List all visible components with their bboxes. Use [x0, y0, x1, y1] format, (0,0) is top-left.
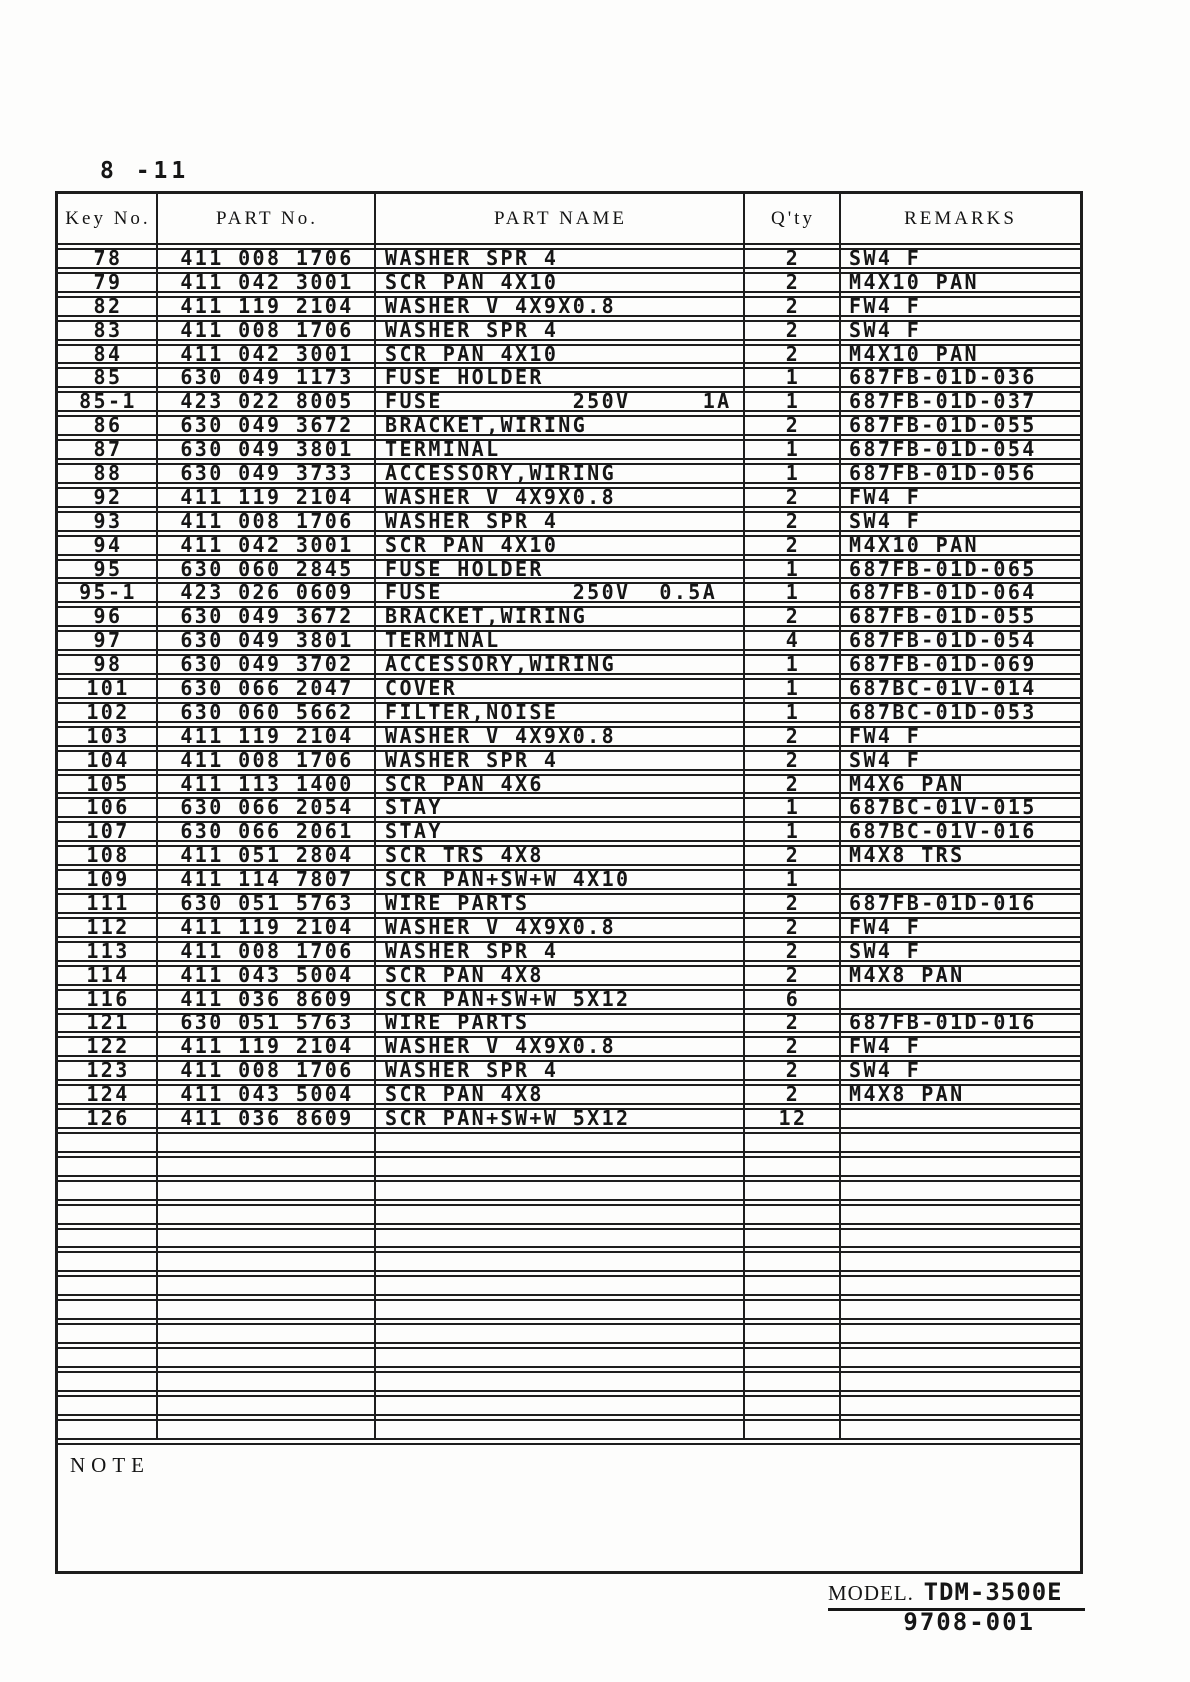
remarks-cell: 687FB-01D-054 — [849, 628, 1037, 653]
table-row — [58, 821, 1080, 842]
remarks-cell: SW4 F — [849, 508, 922, 533]
table-row — [58, 675, 1080, 700]
part-name-cell: TERMINAL — [385, 437, 501, 462]
key-no-cell: 96 — [93, 604, 123, 629]
empty-table-row — [58, 1275, 1080, 1296]
qty-cell: 6 — [785, 986, 801, 1011]
part-no-cell: 630 066 2047 — [180, 675, 354, 700]
qty-cell: 2 — [785, 413, 801, 438]
table-row — [58, 484, 1080, 509]
key-no-cell: 94 — [93, 532, 123, 557]
key-no-cell: 108 — [86, 843, 130, 868]
part-name-cell: FUSE 250V 0.5A — [385, 580, 718, 605]
empty-table-row — [58, 1299, 1080, 1320]
part-name-cell: SCR TRS 4X8 — [385, 843, 544, 868]
qty-cell: 1 — [785, 365, 801, 390]
remarks-cell: 687FB-01D-056 — [849, 460, 1037, 485]
remarks-cell: 687FB-01D-055 — [849, 413, 1037, 438]
part-name-cell: WASHER SPR 4 — [385, 938, 559, 963]
table-row — [58, 962, 1080, 987]
doc-number: 9708-001 — [903, 1608, 1035, 1636]
key-no-cell: 124 — [86, 1082, 130, 1107]
key-no-cell: 95-1 — [79, 580, 137, 605]
remarks-cell: 687BC-01V-015 — [849, 795, 1037, 820]
empty-table-row — [58, 1156, 1080, 1177]
key-no-cell: 106 — [86, 795, 130, 820]
table-row — [58, 869, 1080, 890]
qty-cell: 1 — [785, 556, 801, 581]
model-line — [828, 1578, 1085, 1611]
qty-cell: 2 — [785, 604, 801, 629]
part-name-cell: SCR PAN 4X10 — [385, 341, 559, 366]
part-name-cell: SCR PAN+SW+W 5X12 — [385, 986, 631, 1011]
key-no-cell: 97 — [93, 628, 123, 653]
qty-cell: 1 — [785, 437, 801, 462]
part-name-cell: WASHER SPR 4 — [385, 1058, 559, 1083]
qty-cell: 2 — [785, 723, 801, 748]
table-row — [58, 914, 1080, 939]
part-no-cell: 630 049 3672 — [180, 413, 354, 438]
qty-cell: 2 — [785, 914, 801, 939]
qty-cell: 1 — [785, 819, 801, 844]
part-name-cell: ACCESSORY,WIRING — [385, 652, 617, 677]
part-name-cell: BRACKET,WIRING — [385, 604, 588, 629]
table-row — [58, 439, 1080, 460]
key-no-cell: 92 — [93, 484, 123, 509]
table-row — [58, 606, 1080, 627]
part-no-cell: 411 119 2104 — [180, 914, 354, 939]
part-name-cell: SCR PAN 4X6 — [385, 771, 544, 796]
table-row — [58, 245, 1080, 270]
remarks-cell: 687FB-01D-036 — [849, 365, 1037, 390]
qty-cell: 1 — [785, 460, 801, 485]
remarks-cell: SW4 F — [849, 245, 922, 270]
remarks-cell: 687FB-01D-069 — [849, 652, 1037, 677]
part-name-cell: WASHER V 4X9X0.8 — [385, 293, 617, 318]
part-no-cell: 411 008 1706 — [180, 245, 354, 270]
part-name-cell: WASHER V 4X9X0.8 — [385, 484, 617, 509]
part-no-cell: 630 049 3801 — [180, 437, 354, 462]
table-row — [58, 845, 1080, 866]
part-no-cell: 411 036 8609 — [180, 1106, 354, 1131]
part-no-cell: 411 043 5004 — [180, 1082, 354, 1107]
header-part-name: PART NAME — [493, 207, 628, 229]
table-row — [58, 699, 1080, 724]
part-no-cell: 411 051 2804 — [180, 843, 354, 868]
remarks-cell: SW4 F — [849, 938, 922, 963]
key-no-cell: 85-1 — [79, 389, 137, 414]
remarks-cell: SW4 F — [849, 747, 922, 772]
qty-cell: 1 — [785, 795, 801, 820]
part-name-cell: WIRE PARTS — [385, 1010, 530, 1035]
part-no-cell: 411 119 2104 — [180, 1034, 354, 1059]
table-row — [58, 654, 1080, 675]
part-name-cell: COVER — [385, 675, 458, 700]
column-divider — [156, 194, 158, 1440]
table-row — [58, 747, 1080, 772]
part-no-cell: 411 119 2104 — [180, 293, 354, 318]
table-row — [58, 317, 1080, 342]
table-row — [58, 630, 1080, 651]
part-name-cell: WASHER V 4X9X0.8 — [385, 1034, 617, 1059]
table-row — [58, 582, 1080, 603]
qty-cell: 2 — [785, 1034, 801, 1059]
remarks-cell: M4X10 PAN — [849, 341, 979, 366]
note-label: NOTE — [70, 1452, 150, 1477]
qty-cell: 2 — [785, 269, 801, 294]
part-no-cell: 411 008 1706 — [180, 747, 354, 772]
remarks-cell: FW4 F — [849, 723, 922, 748]
key-no-cell: 111 — [86, 891, 130, 915]
qty-cell: 2 — [785, 938, 801, 963]
empty-table-row — [58, 1419, 1080, 1440]
table-row — [58, 508, 1080, 533]
page-number-label: 8 -11 — [100, 158, 190, 184]
empty-table-row — [58, 1347, 1080, 1368]
part-no-cell: 411 042 3001 — [180, 341, 354, 366]
part-name-cell: SCR PAN+SW+W 5X12 — [385, 1106, 631, 1131]
part-no-cell: 630 049 3733 — [180, 460, 354, 485]
qty-cell: 2 — [785, 484, 801, 509]
qty-cell: 2 — [785, 962, 801, 987]
remarks-cell: FW4 F — [849, 484, 922, 509]
part-name-cell: FUSE HOLDER — [385, 365, 544, 390]
part-name-cell: WIRE PARTS — [385, 891, 530, 915]
part-no-cell: 630 066 2061 — [180, 819, 354, 844]
qty-cell: 1 — [785, 580, 801, 605]
key-no-cell: 79 — [93, 269, 123, 294]
qty-cell: 4 — [785, 628, 801, 653]
part-name-cell: WASHER SPR 4 — [385, 317, 559, 342]
remarks-cell: M4X8 PAN — [849, 1082, 965, 1107]
key-no-cell: 116 — [86, 986, 130, 1011]
qty-cell: 2 — [785, 771, 801, 796]
key-no-cell: 104 — [86, 747, 130, 772]
key-no-cell: 93 — [93, 508, 123, 533]
qty-cell: 12 — [778, 1106, 808, 1131]
remarks-cell: 687BC-01V-016 — [849, 819, 1037, 844]
part-no-cell: 630 049 3801 — [180, 628, 354, 653]
table-row — [58, 269, 1080, 294]
part-name-cell: ACCESSORY,WIRING — [385, 460, 617, 485]
remarks-cell: 687FB-01D-054 — [849, 437, 1037, 462]
remarks-cell: M4X6 PAN — [849, 771, 965, 796]
part-no-cell: 630 049 1173 — [180, 365, 354, 390]
table-row — [58, 938, 1080, 963]
table-grid-region — [58, 194, 1080, 1440]
qty-cell: 2 — [785, 317, 801, 342]
key-no-cell: 112 — [86, 914, 130, 939]
part-name-cell: FUSE 250V 1A — [385, 389, 732, 414]
table-row — [58, 556, 1080, 581]
note-box — [58, 1443, 1080, 1571]
table-row — [58, 391, 1080, 412]
table-row — [58, 723, 1080, 748]
column-divider — [374, 194, 376, 1440]
part-no-cell: 423 026 0609 — [180, 580, 354, 605]
table-row — [58, 415, 1080, 436]
part-no-cell: 630 060 5662 — [180, 699, 354, 724]
key-no-cell: 123 — [86, 1058, 130, 1083]
part-no-cell: 423 022 8005 — [180, 389, 354, 414]
remarks-cell: 687FB-01D-055 — [849, 604, 1037, 629]
qty-cell: 2 — [785, 1082, 801, 1107]
table-row — [58, 341, 1080, 366]
part-name-cell: SCR PAN 4X8 — [385, 1082, 544, 1107]
part-name-cell: FILTER,NOISE — [385, 699, 559, 724]
qty-cell: 1 — [785, 652, 801, 677]
qty-cell: 2 — [785, 341, 801, 366]
remarks-cell: FW4 F — [849, 914, 922, 939]
part-no-cell: 411 042 3001 — [180, 532, 354, 557]
part-no-cell: 411 036 8609 — [180, 986, 354, 1011]
table-row — [58, 460, 1080, 485]
part-name-cell: SCR PAN 4X10 — [385, 269, 559, 294]
remarks-cell: 687BC-01V-014 — [849, 675, 1037, 700]
part-no-cell: 411 008 1706 — [180, 938, 354, 963]
part-no-cell: 411 008 1706 — [180, 508, 354, 533]
header-part-no: PART No. — [215, 207, 319, 229]
table-row — [58, 1010, 1080, 1035]
key-no-cell: 107 — [86, 819, 130, 844]
qty-cell: 2 — [785, 508, 801, 533]
remarks-cell: M4X10 PAN — [849, 532, 979, 557]
table-row — [58, 1060, 1080, 1081]
qty-cell: 2 — [785, 532, 801, 557]
parts-table — [55, 191, 1083, 1574]
remarks-cell: SW4 F — [849, 317, 922, 342]
part-no-cell: 630 051 5763 — [180, 891, 354, 915]
key-no-cell: 86 — [93, 413, 123, 438]
remarks-cell: SW4 F — [849, 1058, 922, 1083]
part-name-cell: WASHER SPR 4 — [385, 747, 559, 772]
key-no-cell: 126 — [86, 1106, 130, 1131]
key-no-cell: 101 — [86, 675, 130, 700]
qty-cell: 1 — [785, 389, 801, 414]
part-name-cell: STAY — [385, 819, 443, 844]
part-name-cell: STAY — [385, 795, 443, 820]
qty-cell: 2 — [785, 891, 801, 915]
remarks-cell: 687FB-01D-065 — [849, 556, 1037, 581]
header-qty: Q'ty — [771, 207, 815, 229]
remarks-cell: M4X8 PAN — [849, 962, 965, 987]
qty-cell: 1 — [785, 867, 801, 892]
qty-cell: 1 — [785, 699, 801, 724]
qty-cell: 2 — [785, 245, 801, 270]
column-divider — [839, 194, 841, 1440]
key-no-cell: 87 — [93, 437, 123, 462]
qty-cell: 2 — [785, 747, 801, 772]
part-name-cell: WASHER SPR 4 — [385, 245, 559, 270]
table-row — [58, 771, 1080, 796]
header-key-no: Key No. — [65, 207, 151, 229]
key-no-cell: 78 — [93, 245, 123, 270]
part-no-cell: 411 113 1400 — [180, 771, 354, 796]
table-row — [58, 893, 1080, 914]
part-name-cell: WASHER V 4X9X0.8 — [385, 723, 617, 748]
part-name-cell: SCR PAN 4X8 — [385, 962, 544, 987]
remarks-cell: 687FB-01D-016 — [849, 891, 1037, 915]
key-no-cell: 88 — [93, 460, 123, 485]
remarks-cell: 687BC-01D-053 — [849, 699, 1037, 724]
remarks-cell: FW4 F — [849, 293, 922, 318]
remarks-cell: FW4 F — [849, 1034, 922, 1059]
part-no-cell: 411 119 2104 — [180, 723, 354, 748]
part-no-cell: 630 049 3672 — [180, 604, 354, 629]
header-remarks: REMARKS — [904, 207, 1017, 229]
empty-table-row — [58, 1371, 1080, 1392]
table-row — [58, 797, 1080, 818]
key-no-cell: 85 — [93, 365, 123, 390]
empty-table-row — [58, 1180, 1080, 1201]
part-name-cell: SCR PAN 4X10 — [385, 532, 559, 557]
empty-table-row — [58, 1228, 1080, 1249]
part-no-cell: 411 042 3001 — [180, 269, 354, 294]
remarks-cell: 687FB-01D-016 — [849, 1010, 1037, 1035]
key-no-cell: 114 — [86, 962, 130, 987]
part-name-cell: BRACKET,WIRING — [385, 413, 588, 438]
key-no-cell: 103 — [86, 723, 130, 748]
remarks-cell: 687FB-01D-064 — [849, 580, 1037, 605]
table-row — [58, 293, 1080, 318]
qty-cell: 2 — [785, 843, 801, 868]
key-no-cell: 113 — [86, 938, 130, 963]
part-no-cell: 630 066 2054 — [180, 795, 354, 820]
table-row — [58, 532, 1080, 557]
table-row — [58, 1084, 1080, 1105]
model-value: TDM-3500E — [923, 1578, 1063, 1606]
remarks-cell: M4X8 TRS — [849, 843, 965, 868]
column-divider — [743, 194, 745, 1440]
table-row — [58, 1108, 1080, 1129]
table-header-row — [58, 194, 1080, 245]
empty-table-row — [58, 1204, 1080, 1225]
key-no-cell: 84 — [93, 341, 123, 366]
part-no-cell: 411 119 2104 — [180, 484, 354, 509]
part-no-cell: 411 114 7807 — [180, 867, 354, 892]
empty-table-row — [58, 1323, 1080, 1344]
key-no-cell: 83 — [93, 317, 123, 342]
part-no-cell: 411 043 5004 — [180, 962, 354, 987]
remarks-cell: 687FB-01D-037 — [849, 389, 1037, 414]
empty-table-row — [58, 1395, 1080, 1416]
key-no-cell: 95 — [93, 556, 123, 581]
key-no-cell: 121 — [86, 1010, 130, 1035]
part-name-cell: WASHER V 4X9X0.8 — [385, 914, 617, 939]
part-no-cell: 630 049 3702 — [180, 652, 354, 677]
qty-cell: 2 — [785, 293, 801, 318]
part-name-cell: SCR PAN+SW+W 4X10 — [385, 867, 631, 892]
model-label: MODEL. — [828, 1581, 914, 1605]
empty-table-row — [58, 1251, 1080, 1272]
key-no-cell: 109 — [86, 867, 130, 892]
part-no-cell: 411 008 1706 — [180, 317, 354, 342]
key-no-cell: 105 — [86, 771, 130, 796]
qty-cell: 2 — [785, 1010, 801, 1035]
table-row — [58, 1036, 1080, 1057]
empty-table-row — [58, 1132, 1080, 1153]
qty-cell: 1 — [785, 675, 801, 700]
part-no-cell: 411 008 1706 — [180, 1058, 354, 1083]
table-row — [58, 367, 1080, 388]
remarks-cell: M4X10 PAN — [849, 269, 979, 294]
table-row — [58, 986, 1080, 1011]
part-no-cell: 630 060 2845 — [180, 556, 354, 581]
key-no-cell: 102 — [86, 699, 130, 724]
part-name-cell: WASHER SPR 4 — [385, 508, 559, 533]
qty-cell: 2 — [785, 1058, 801, 1083]
key-no-cell: 82 — [93, 293, 123, 318]
part-name-cell: TERMINAL — [385, 628, 501, 653]
part-name-cell: FUSE HOLDER — [385, 556, 544, 581]
part-no-cell: 630 051 5763 — [180, 1010, 354, 1035]
key-no-cell: 122 — [86, 1034, 130, 1059]
key-no-cell: 98 — [93, 652, 123, 677]
